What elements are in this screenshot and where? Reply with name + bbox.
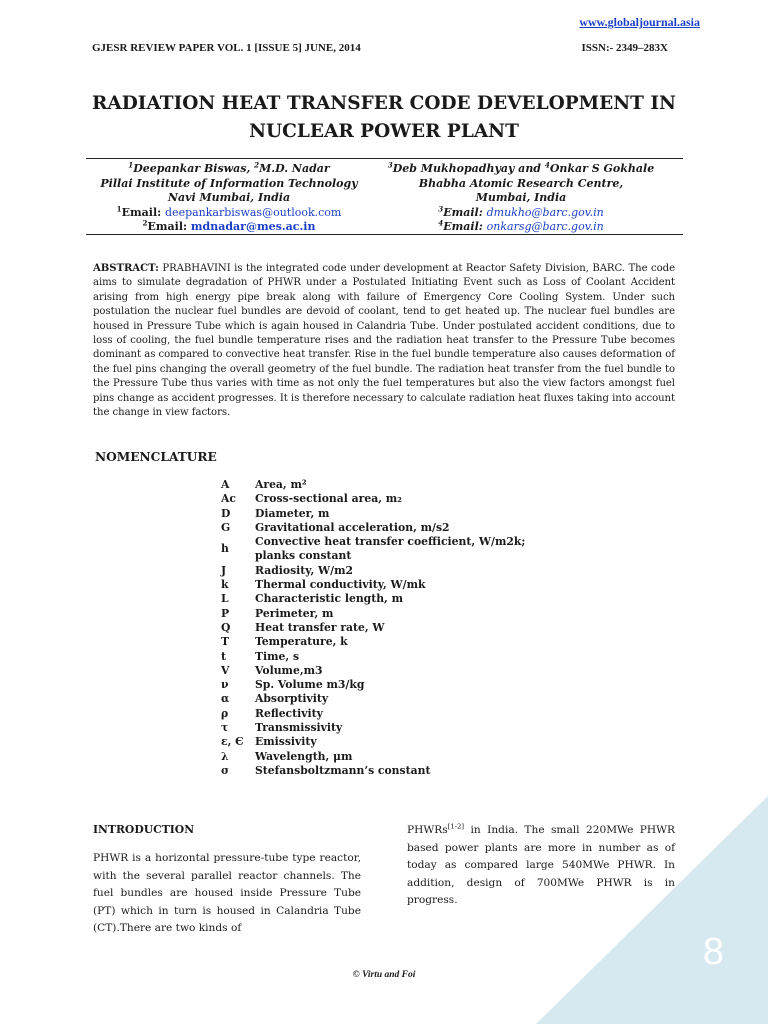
nomenclature-description: Heat transfer rate, W — [255, 620, 385, 634]
nomenclature-symbol: Q — [221, 620, 231, 634]
nomenclature-item — [221, 564, 555, 578]
affiliation-left: Pillai Institute of Information Technology — [100, 176, 358, 190]
nomenclature-symbol: A — [221, 478, 230, 491]
nomenclature-symbol: J — [221, 563, 227, 577]
email-link[interactable]: deepankarbiswas@outlook.com — [165, 205, 342, 219]
nomenclature-symbol: τ — [221, 721, 229, 735]
nomenclature-symbol: t — [221, 649, 226, 663]
nomenclature-item — [221, 607, 555, 621]
nomenclature-description: Convective heat transfer coefficient, W/m2k; planks constant — [255, 535, 526, 563]
author-block-top-rule — [86, 158, 683, 159]
introduction-column-2: PHWRs[1-2] in India. The small 220MWe PHWR based power plants are more in number as of today as compared large 540MWe PHWR. In addition, design of 700MWe PHWR is in progress. — [407, 822, 675, 907]
nomenclature-symbol: Ac — [221, 492, 236, 506]
introduction-column-1: PHWR is a horizontal pressure-tube type reactor, with the several parallel reactor channels. The fuel bundles are housed inside Pressure Tube (PT) which in turn is housed in Calandria Tube (CT).There are two kinds of — [93, 852, 361, 935]
nomenclature-symbol: P — [221, 606, 230, 620]
nomenclature-symbol: D — [221, 506, 231, 520]
location-right: Mumbai, India — [475, 191, 567, 204]
nomenclature-item — [221, 578, 555, 592]
nomenclature-symbol: ν — [221, 678, 229, 692]
nomenclature-description: Reflectivity — [255, 706, 323, 720]
nomenclature-item — [221, 635, 555, 649]
author-block-left — [84, 162, 374, 235]
nomenclature-description: Wavelength, μm — [255, 749, 353, 763]
title-line-1: RADIATION HEAT TRANSFER CODE DEVELOPMENT IN — [92, 93, 676, 114]
citation-ref[interactable]: [1-2] — [447, 822, 465, 831]
page-number: 8 — [702, 931, 724, 973]
nomenclature-item — [221, 507, 555, 521]
email-link[interactable]: mdnadar@mes.ac.in — [190, 220, 316, 233]
nomenclature-heading: NOMENCLATURE — [95, 450, 217, 464]
nomenclature-description: Emissivity — [255, 735, 317, 749]
nomenclature-item — [221, 535, 555, 564]
paper-title — [60, 90, 708, 146]
nomenclature-description: Gravitational acceleration, m/s2 — [255, 520, 450, 534]
nomenclature-item — [221, 764, 555, 778]
nomenclature-symbol: L — [221, 592, 229, 606]
nomenclature-symbol: V — [221, 663, 230, 677]
email-line-1-left: $^1$Email: deepankarbiswas@outlook.com — [116, 203, 342, 219]
nomenclature-item — [221, 678, 555, 692]
nomenclature-description: Area, m² — [255, 478, 307, 491]
nomenclature-symbol: σ — [221, 763, 229, 777]
author-names-right: $^3$Deb Mukhopadhyay and $^4$Onkar S Gokhale — [387, 160, 655, 175]
journal-url-link[interactable]: www.globaljournal.asia — [579, 15, 700, 29]
nomenclature-description: Radiosity, W/m2 — [255, 563, 353, 577]
introduction-heading: INTRODUCTION — [93, 823, 195, 836]
nomenclature-description: Perimeter, m — [255, 606, 334, 620]
nomenclature-symbol: h — [221, 542, 229, 556]
nomenclature-description: Sp. Volume m3/kg — [255, 678, 365, 692]
nomenclature-symbol: ε, Є — [221, 735, 244, 749]
nomenclature-description: Temperature, k — [255, 635, 348, 649]
abstract-label: ABSTRACT: — [93, 263, 159, 274]
nomenclature-list — [221, 478, 555, 778]
email-line-2-right: $^4$Email: onkarsg@barc.gov.in — [438, 218, 604, 233]
nomenclature-description: Stefansboltzmann’s constant — [255, 763, 431, 777]
footer-copyright: © Virtu and Foi — [352, 970, 416, 980]
nomenclature-symbol: T — [221, 635, 230, 649]
abstract — [93, 262, 675, 420]
nomenclature-item — [221, 478, 555, 492]
nomenclature-item — [221, 621, 555, 635]
nomenclature-description: Characteristic length, m — [255, 592, 403, 606]
author-block-bottom-rule — [86, 234, 683, 235]
nomenclature-description: Time, s — [255, 649, 300, 663]
nomenclature-item — [221, 721, 555, 735]
email-line-1-right: $^3$Email: dmukho@barc.gov.in — [438, 203, 604, 219]
issn: ISSN:- 2349–283X — [581, 42, 668, 54]
nomenclature-description: Cross-sectional area, m₂ — [255, 492, 402, 506]
nomenclature-symbol: α — [221, 692, 230, 706]
journal-running-head: GJESR REVIEW PAPER VOL. 1 [ISSUE 5] JUNE, 2014 — [92, 42, 361, 54]
nomenclature-description: Thermal conductivity, W/mk — [255, 578, 426, 592]
nomenclature-item — [221, 521, 555, 535]
nomenclature-item — [221, 650, 555, 664]
nomenclature-item — [221, 592, 555, 606]
nomenclature-description: Volume,m3 — [255, 663, 323, 677]
email-line-2-left: $^2$Email: mdnadar@mes.ac.in — [142, 218, 316, 233]
nomenclature-description: Transmissivity — [255, 721, 343, 735]
nomenclature-symbol: k — [221, 578, 229, 592]
email-link[interactable]: dmukho@barc.gov.in — [486, 205, 604, 219]
title-line-2: NUCLEAR POWER PLANT — [249, 121, 519, 142]
nomenclature-symbol: λ — [221, 749, 229, 763]
abstract-text: PRABHAVINI is the integrated code under development at Reactor Safety Division, BARC. The code aims to simulate degradation of PHWR under a Postulated Initiating Event such as Loss of Coolant Accident arising from high energy pipe break along with failure of Emergency Core Cooling System. Under such postulation the nuclear fuel bundles are devoid of coolant, tend to get heated up. The nuclear fuel bundles are housed in Pressure Tube which is again housed in Calandria Tube. Under postulated accident conditions, due to loss of cooling, the fuel bundle temperature rises and the radiation heat transfer to the Pressure Tube becomes dominant as compared to convective heat transfer. Rise in the fuel bundle temperature also causes deformation of the fuel pins changing the overall geometry of the fuel bundle. The radiation heat transfer from the fuel bundle to the Pressure Tube thus varies with time as not only the fuel temperatures but also the view factors amongst fuel pins change as accident progresses. It is therefore necessary to calculate radiation heat fluxes taking into account the change in view factors. — [93, 263, 675, 419]
nomenclature-item — [221, 492, 555, 506]
location-left: Navi Mumbai, India — [167, 191, 291, 204]
email-link[interactable]: onkarsg@barc.gov.in — [486, 220, 604, 233]
author-names-left: $^1$Deepankar Biswas, $^2$M.D. Nadar — [128, 160, 330, 175]
nomenclature-item — [221, 750, 555, 764]
nomenclature-description: Diameter, m — [255, 506, 330, 520]
nomenclature-symbol: G — [221, 520, 231, 534]
nomenclature-symbol: ρ — [221, 706, 229, 720]
nomenclature-item — [221, 707, 555, 721]
affiliation-right: Bhabha Atomic Research Centre, — [418, 176, 624, 190]
author-block-right — [376, 162, 666, 235]
nomenclature-item — [221, 664, 555, 678]
nomenclature-item — [221, 735, 555, 749]
nomenclature-description: Absorptivity — [255, 692, 329, 706]
nomenclature-item — [221, 692, 555, 706]
